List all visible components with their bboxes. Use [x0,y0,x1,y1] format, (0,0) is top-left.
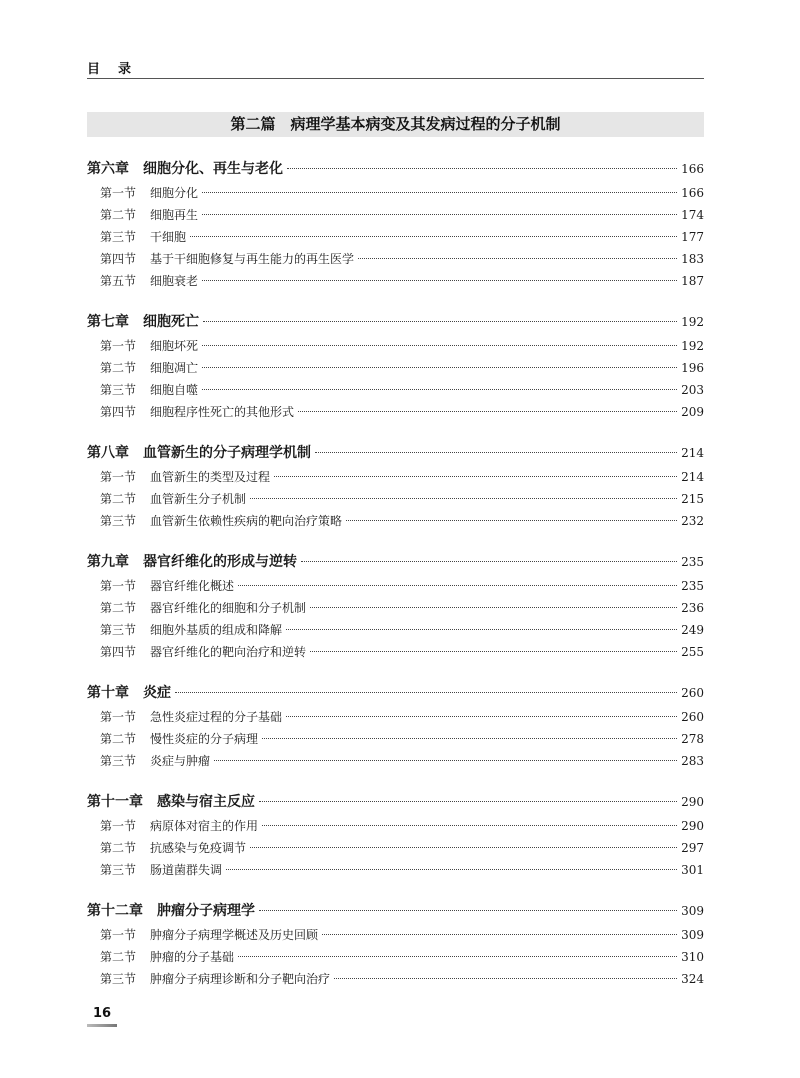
chapter-block [87,898,704,990]
chapter-title: 细胞死亡 [143,314,199,330]
section-title: 血管新生依赖性疾病的靶向治疗策略 [150,514,343,528]
section-number: 第二节 [100,361,137,375]
section-entry[interactable] [87,750,704,772]
chapter-page: 166 [681,162,704,176]
chapter-number: 第七章 [87,314,129,330]
leader-dots [310,607,677,608]
chapter-number: 第九章 [87,554,129,570]
chapter-entry[interactable] [87,680,704,706]
section-page: 235 [681,579,704,593]
section-entry[interactable] [87,859,704,881]
leader-dots [202,389,677,390]
leader-dots [274,476,677,477]
section-number: 第三节 [100,230,137,244]
section-title: 肿瘤分子病理诊断和分子靶向治疗 [150,972,331,986]
leader-dots [175,692,677,693]
chapter-block [87,309,704,423]
section-page: 209 [681,405,704,419]
leader-dots [346,520,677,521]
section-page: 183 [681,252,704,266]
chapter-page: 235 [681,555,704,569]
section-title: 细胞外基质的组成和降解 [150,623,283,637]
chapter-block [87,680,704,772]
leader-dots [315,452,677,453]
section-number: 第二节 [100,950,137,964]
section-title: 炎症与肿瘤 [150,754,211,768]
chapter-entry[interactable] [87,440,704,466]
leader-dots [214,760,677,761]
section-number: 第一节 [100,928,137,942]
chapter-page: 192 [681,315,704,329]
section-title: 细胞自噬 [150,383,199,397]
section-page: 278 [681,732,704,746]
leader-dots [358,258,677,259]
section-title: 病原体对宿主的作用 [150,819,259,833]
leader-dots [286,629,677,630]
section-number: 第三节 [100,972,137,986]
table-of-contents [87,156,704,1007]
chapter-block [87,156,704,292]
section-page: 260 [681,710,704,724]
section-number: 第一节 [100,579,137,593]
section-entry[interactable] [87,641,704,663]
leader-dots [301,561,677,562]
chapter-number: 第六章 [87,161,129,177]
leader-dots [259,801,677,802]
section-number: 第二节 [100,601,137,615]
section-entry[interactable] [87,270,704,292]
section-number: 第三节 [100,383,137,397]
leader-dots [322,934,677,935]
section-entry[interactable] [87,488,704,510]
section-title: 器官纤维化的靶向治疗和逆转 [150,645,307,659]
chapter-number: 第十章 [87,685,129,701]
page-footer [87,1006,117,1028]
leader-dots [310,651,677,652]
section-title: 急性炎症过程的分子基础 [150,710,283,724]
section-title: 细胞再生 [150,208,199,222]
section-page: 214 [681,470,704,484]
section-entry[interactable] [87,182,704,204]
section-entry[interactable] [87,466,704,488]
chapter-number: 第十一章 [87,794,143,810]
section-entry[interactable] [87,837,704,859]
section-number: 第五节 [100,274,137,288]
section-entry[interactable] [87,597,704,619]
section-entry[interactable] [87,226,704,248]
section-entry[interactable] [87,248,704,270]
section-number: 第三节 [100,623,137,637]
section-title: 肠道菌群失调 [150,863,223,877]
chapter-title: 血管新生的分子病理学机制 [143,445,311,461]
chapter-page: 260 [681,686,704,700]
chapter-number: 第八章 [87,445,129,461]
chapter-block [87,440,704,532]
section-number: 第一节 [100,339,137,353]
leader-dots [190,236,677,237]
section-entry[interactable] [87,924,704,946]
section-page: 310 [681,950,704,964]
section-number: 第二节 [100,492,137,506]
chapter-title: 器官纤维化的形成与逆转 [143,554,297,570]
section-title: 基于干细胞修复与再生能力的再生医学 [150,252,355,266]
page-number: 16 [93,1006,112,1021]
section-entry[interactable] [87,335,704,357]
leader-dots [250,498,677,499]
leader-dots [202,192,677,193]
section-page: 255 [681,645,704,659]
section-page: 215 [681,492,704,506]
part-title: 第二篇 病理学基本病变及其发病过程的分子机制 [230,115,561,133]
section-title: 细胞分化 [150,186,199,200]
section-number: 第三节 [100,863,137,877]
chapter-entry[interactable] [87,898,704,924]
section-page: 324 [681,972,704,986]
section-title: 干细胞 [150,230,187,244]
chapter-title: 肿瘤分子病理学 [157,903,255,919]
section-title: 器官纤维化的细胞和分子机制 [150,601,307,615]
section-page: 196 [681,361,704,375]
section-number: 第四节 [100,645,137,659]
part-title-banner [87,112,704,137]
leader-dots [202,280,677,281]
section-page: 283 [681,754,704,768]
section-number: 第一节 [100,819,137,833]
leader-dots [286,716,677,717]
chapter-block [87,789,704,881]
section-number: 第二节 [100,732,137,746]
section-number: 第三节 [100,754,137,768]
section-title: 肿瘤的分子基础 [150,950,235,964]
leader-dots [238,585,677,586]
leader-dots [226,869,677,870]
section-number: 第一节 [100,186,137,200]
section-page: 301 [681,863,704,877]
running-header [87,58,704,79]
section-entry[interactable] [87,575,704,597]
section-entry[interactable] [87,968,704,990]
section-page: 203 [681,383,704,397]
section-entry[interactable] [87,815,704,837]
section-page: 249 [681,623,704,637]
section-entry[interactable] [87,357,704,379]
chapter-page: 309 [681,904,704,918]
chapter-title: 炎症 [143,685,171,701]
chapter-title: 感染与宿主反应 [157,794,255,810]
section-entry[interactable] [87,379,704,401]
section-title: 细胞衰老 [150,274,199,288]
chapter-entry[interactable] [87,549,704,575]
section-page: 290 [681,819,704,833]
chapter-entry[interactable] [87,156,704,182]
section-entry[interactable] [87,204,704,226]
leader-dots [259,910,677,911]
section-title: 抗感染与免疫调节 [150,841,247,855]
section-page: 177 [681,230,704,244]
section-page: 309 [681,928,704,942]
chapter-title: 细胞分化、再生与老化 [143,161,283,177]
chapter-block [87,549,704,663]
section-page: 187 [681,274,704,288]
section-title: 细胞坏死 [150,339,199,353]
section-title: 血管新生分子机制 [150,492,247,506]
section-entry[interactable] [87,728,704,750]
header-title: 目录 [87,62,150,77]
leader-dots [203,321,677,322]
section-page: 297 [681,841,704,855]
chapter-entry[interactable] [87,789,704,815]
leader-dots [202,345,677,346]
section-page: 174 [681,208,704,222]
leader-dots [298,411,677,412]
chapter-page: 290 [681,795,704,809]
leader-dots [250,847,677,848]
section-page: 166 [681,186,704,200]
section-number: 第一节 [100,470,137,484]
section-entry[interactable] [87,946,704,968]
section-title: 慢性炎症的分子病理 [150,732,259,746]
leader-dots [334,978,677,979]
section-entry[interactable] [87,619,704,641]
section-number: 第四节 [100,252,137,266]
leader-dots [287,168,677,169]
section-title: 器官纤维化概述 [150,579,235,593]
section-title: 肿瘤分子病理学概述及历史回顾 [150,928,319,942]
leader-dots [262,825,677,826]
section-entry[interactable] [87,706,704,728]
section-title: 细胞凋亡 [150,361,199,375]
chapter-entry[interactable] [87,309,704,335]
section-title: 细胞程序性死亡的其他形式 [150,405,295,419]
section-page: 232 [681,514,704,528]
chapter-number: 第十二章 [87,903,143,919]
section-number: 第三节 [100,514,137,528]
section-title: 血管新生的类型及过程 [150,470,271,484]
section-number: 第一节 [100,710,137,724]
leader-dots [202,214,677,215]
section-number: 第四节 [100,405,137,419]
leader-dots [202,367,677,368]
page-number-bar [87,1024,117,1027]
section-page: 236 [681,601,704,615]
section-entry[interactable] [87,401,704,423]
leader-dots [238,956,677,957]
section-page: 192 [681,339,704,353]
section-number: 第二节 [100,208,137,222]
section-number: 第二节 [100,841,137,855]
leader-dots [262,738,677,739]
section-entry[interactable] [87,510,704,532]
chapter-page: 214 [681,446,704,460]
